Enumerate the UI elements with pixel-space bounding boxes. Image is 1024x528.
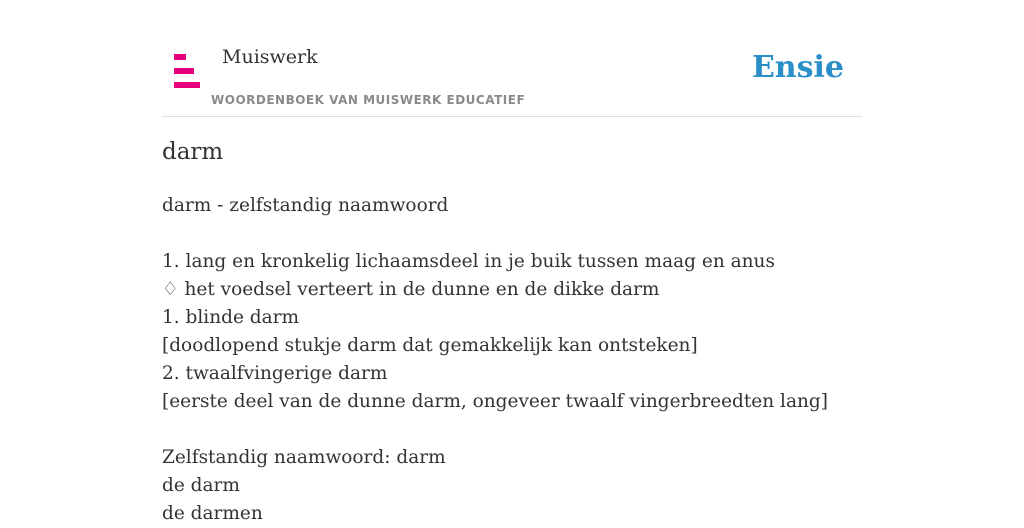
entry-line-blank (162, 416, 862, 444)
entry-line-example: ♢ het voedsel verteert in de dunne en de dikke darm (162, 279, 660, 300)
entry-line-headword: darm - zelfstandig naamwoord (162, 195, 449, 216)
page-header (162, 0, 862, 117)
entry-line-compound-definition: [doodlopend stukje darm dat gemakkelijk kan ontsteken] (162, 335, 698, 356)
brand-subtitle: WOORDENBOEK VAN MUISWERK EDUCATIEF (211, 93, 526, 107)
entry-line-compound-definition: [eerste deel van de dunne darm, ongeveer twaalf vingerbreedten lang] (162, 391, 828, 412)
entry-line-compound: 1. blinde darm (162, 307, 300, 328)
entry-body (162, 192, 862, 528)
entry-line-plural: de darmen (162, 503, 263, 524)
entry-title: darm (162, 139, 224, 165)
muiswerk-logo-icon[interactable] (172, 52, 202, 90)
entry-line-singular: de darm (162, 475, 240, 496)
entry-line-blank (162, 220, 862, 248)
brand-name[interactable]: Muiswerk (222, 46, 318, 68)
entry-line-compound: 2. twaalfvingerige darm (162, 363, 388, 384)
entry-line-word-class: Zelfstandig naamwoord: darm (162, 447, 446, 468)
ensie-logo[interactable]: Ensie (751, 50, 844, 85)
entry-line-definition: 1. lang en kronkelig lichaamsdeel in je buik tussen maag en anus (162, 251, 775, 272)
